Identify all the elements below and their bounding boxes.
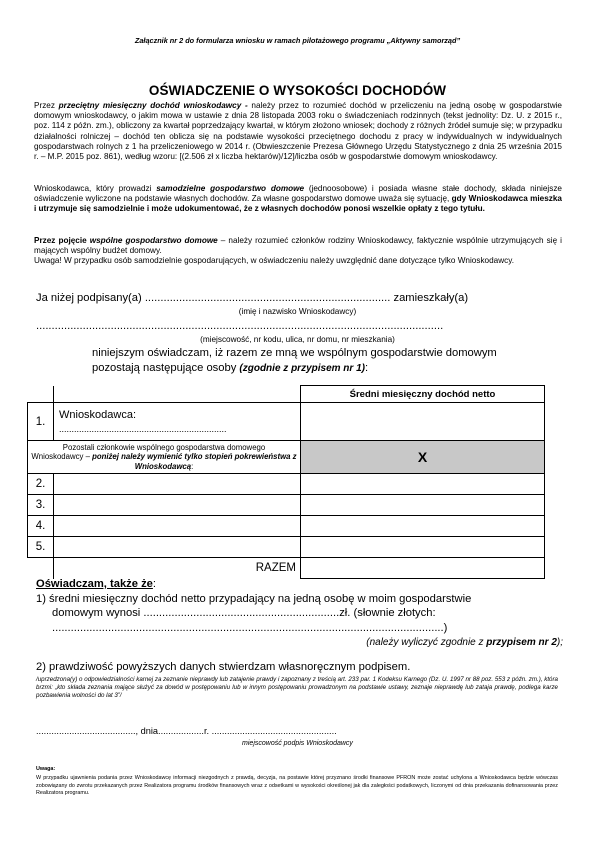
signature-caption: miejscowość podpis Wnioskodawcy	[242, 740, 353, 747]
footer-heading: Uwaga:	[36, 766, 56, 772]
page-title: OŚWIADCZENIE O WYSOKOŚCI DOCHODÓW	[148, 83, 447, 98]
applicant-income-cell[interactable]	[301, 403, 545, 441]
item1-line1: 1) średni miesięczny dochód netto przypadający na jedną osobę w moim gospodarstwie	[36, 593, 472, 605]
applicant-label: Wnioskodawca:	[59, 409, 137, 421]
row-number: 3.	[28, 495, 54, 516]
item1-note: (należy wyliczyć zgodnie z przypisem nr 2);	[366, 637, 563, 648]
signature-line[interactable]: ......................................., dnia..................r. .................................................	[36, 726, 337, 736]
paragraph-income-definition: Przez przeciętny miesięczny dochód wnioskodawcy - należy przez to rozumieć dochód w przeliczeniu na jedną osobę w gospodarstwie domowym wnioskodawcy, o jakim mowa w ustawie z dnia 28 listopada 2003 roku o świadczeniach rodzinnych (tekst jednolity: Dz. U. z 2015 r., poz. 114 z późn. zm.), obliczony za kwartał poprzedzający kwartał, w którym złożono wniosek; dochody z różnych źródeł sumuje się; w przypadku działalności rolniczej – dochód ten oblicza się na podstawie wysokości przeciętnego dochodu z pracy w indywidualnych w indywidualnych gospodarstwach rolnych z 1 ha przeliczeniowego w 2014 r. (Obwieszczenie Prezesa Głównego Urzędu Statystycznego z dnia 25 września 2015 r. – M.P. 2015 poz. 861), według wzoru: [(2.506 zł x liczba hektarów)/12]/liczba osób w gospodarstwie domowym wnioskodawcy.	[34, 101, 562, 162]
total-income-cell[interactable]	[301, 558, 545, 579]
member-relation-cell[interactable]	[54, 495, 301, 516]
signer-address-caption: (miejscowość, nr kodu, ulica, nr domu, nr mieszkania)	[200, 335, 395, 344]
applicant-dots: ...................................................................	[59, 424, 227, 434]
row-number: 1.	[28, 403, 54, 441]
members-header-row	[28, 441, 545, 474]
x-mark-cell: X	[301, 441, 545, 474]
term-average-income: przeciętny miesięczny dochód wnioskodawcy -	[58, 101, 248, 110]
income-column-header: Średni miesięczny dochód netto	[301, 386, 545, 403]
member-income-cell[interactable]	[301, 537, 545, 558]
member-income-cell[interactable]	[301, 495, 545, 516]
declaration-line-2: pozostają następujące osoby (zgodnie z przypisem nr 1):	[92, 362, 369, 374]
item2-line: 2) prawdziwość powyższych danych stwierdzam własnoręcznym podpisem.	[36, 661, 411, 673]
table-row	[28, 516, 545, 537]
members-note: Pozostali członkowie wspólnego gospodarstwa domowego Wnioskodawcy – poniżej należy wymienić tylko stopień pokrewieństwa z Wnioskodawcą:	[28, 441, 301, 474]
term-common-household: wspólne gospodarstwo domowe	[89, 236, 218, 245]
row-number: 2.	[28, 474, 54, 495]
razem-row	[28, 558, 545, 579]
signer-name-caption: (imię i nazwisko Wnioskodawcy)	[238, 307, 357, 316]
paragraph-own-household: Wnioskodawca, który prowadzi samodzielne gospodarstwo domowe (jednoosobowe) i posiada własne stałe dochody, składa niniejsze oświadczenie wyliczone na podstawie własnych dochodów. Za własne gospodarstwo domowe uważa się sytuację, gdy Wnioskodawca mieszka i utrzymuje się samodzielnie i może udokumentować, że z własnych dochodów ponosi wszelkie opłaty z tego tytułu.	[34, 184, 562, 214]
table-header-row	[28, 386, 545, 403]
row-number: 5.	[28, 537, 54, 558]
item1-line3[interactable]: ..............................................................................................................................)	[52, 622, 448, 634]
signer-address-line[interactable]: ...................................................................................................................................	[36, 320, 444, 332]
item1-line2[interactable]: domowym wynosi ...............................................................zł. (słownie złotych:	[52, 607, 436, 619]
declaration-line-1: niniejszym oświadczam, iż razem ze mną we wspólnym gospodarstwie domowym	[92, 347, 497, 359]
member-relation-cell[interactable]	[54, 474, 301, 495]
footer-text: W przypadku ujawnienia podania przez Wnioskodawcę informacji niezgodnych z prawdą, decyzja, na postawie której przyznano środki finansowe PFRON może zostać uchylona a Wnioskodawca będzie wówczas zobowiązany do zwrotu przekazanych przez Realizatora programu środków finansowych wraz z odsetkami w wysokości określonej jak dla zaległości podatkowych, liczonymi od dnia przekazania dofinansowania przez Realizatora programu.	[36, 775, 558, 797]
paragraph-common-household: Przez pojęcie wspólne gospodarstwo domowe – należy rozumieć członków rodziny Wnioskodawcy, faktycznie wspólnie utrzymujących się i mających wspólny budżet domowy. Uwaga! W przypadku osób samodzielnie gospodarujących, w oświadczeniu należy uwzględnić dane dotyczące tylko Wnioskodawcy.	[34, 236, 562, 266]
uwaga-note: Uwaga! W przypadku osób samodzielnie gospodarujących, w oświadczeniu należy uwzględnić dane dotyczące tylko Wnioskodawcy.	[34, 256, 514, 266]
term-own-household: samodzielne gospodarstwo domowe	[156, 184, 305, 193]
table-row	[28, 495, 545, 516]
signer-name-line[interactable]: Ja niżej podpisany(a) ............................................................................... zamieszkały(a)	[36, 292, 469, 304]
row-number: 4.	[28, 516, 54, 537]
table-row	[28, 403, 545, 441]
household-table	[27, 385, 545, 579]
member-income-cell[interactable]	[301, 474, 545, 495]
header-note: Załącznik nr 2 do formularza wniosku w ramach pilotażowego programu „Aktywny samorząd”	[134, 36, 461, 45]
member-relation-cell[interactable]	[54, 516, 301, 537]
applicant-cell[interactable]	[54, 403, 301, 441]
member-income-cell[interactable]	[301, 516, 545, 537]
member-relation-cell[interactable]	[54, 537, 301, 558]
table-row	[28, 537, 545, 558]
legal-note: /uprzedzona(y) o odpowiedzialności karnej za zeznanie nieprawdy lub zatajenie prawdy i zapoznany z treścią art. 233 par. 1 Kodeksu Karnego (Dz. U. 1997 nr 88 poz. 553 z późn. zm.), która brzmi: „kto składa zeznania mające służyć za dowód w postępowaniu lub w innym postępowaniu prowadzonym na podstawie ustawy, zeznaje nieprawdę lub zataja prawdę, podlega karze pozbawienia wolności do lat 3”/	[36, 676, 558, 699]
also-heading: Oświadczam, także że:	[36, 578, 157, 590]
table-row	[28, 474, 545, 495]
razem-label: RAZEM	[54, 558, 301, 579]
